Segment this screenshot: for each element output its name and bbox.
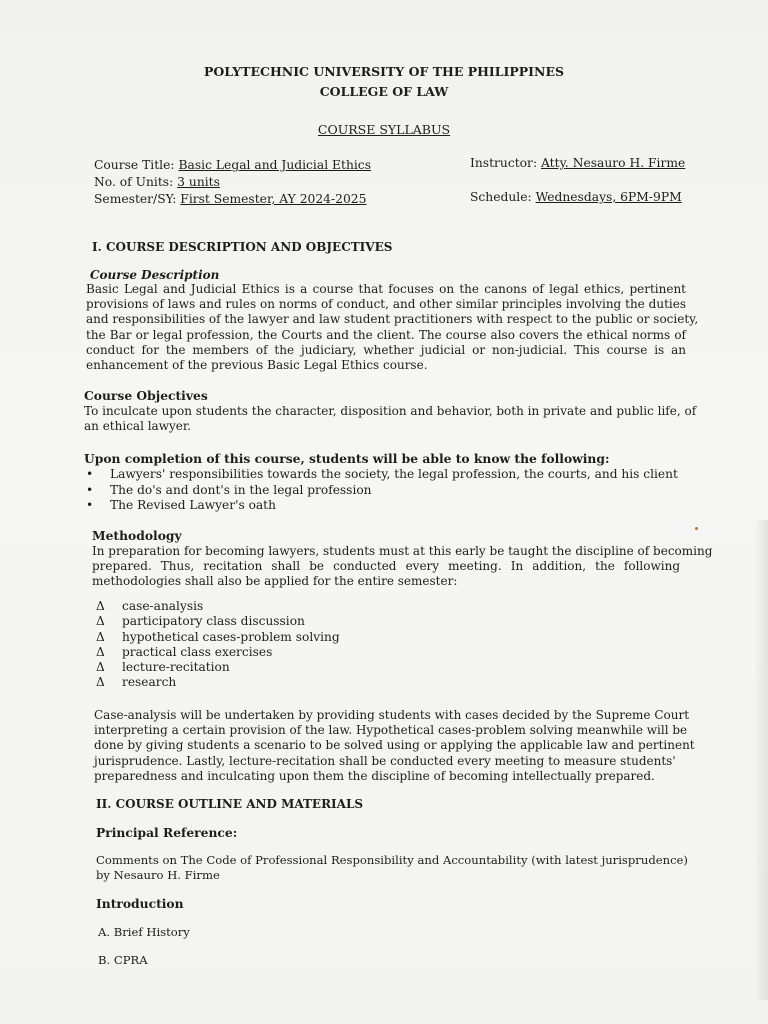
scan-shadow: [754, 520, 768, 1000]
bullet-icon: •: [86, 467, 94, 481]
section-1-heading: I. COURSE DESCRIPTION AND OBJECTIVES: [92, 240, 393, 254]
list-item-text: practical class exercises: [122, 644, 273, 659]
semester-label: Semester/SY:: [94, 192, 177, 206]
completion-heading: Upon completion of this course, students will be able to know the following:: [84, 451, 610, 466]
course-title-label: Course Title:: [94, 158, 175, 172]
description-line: the Bar or legal profession, the Courts and the client. The course also covers the ethical norms of: [86, 327, 686, 342]
methodology-text: [92, 544, 713, 590]
list-item-text: hypothetical cases-problem solving: [122, 629, 340, 644]
instructor-row: [470, 156, 685, 171]
list-item: [86, 498, 678, 514]
case-analysis-line: Case-analysis will be undertaken by providing students with cases decided by the Supreme Court: [94, 708, 690, 722]
schedule-label: Schedule:: [470, 190, 532, 204]
reference-line-1: Comments on The Code of Professional Responsibility and Accountability (with latest jurisprudence): [96, 853, 688, 867]
course-title-row: [94, 158, 371, 173]
schedule-row: [470, 190, 682, 205]
list-item: [96, 614, 340, 629]
units-row: [94, 175, 220, 190]
completion-list: [86, 467, 678, 514]
objectives-line: To inculcate upon students the character, disposition and behavior, both in private and public life, of: [84, 404, 697, 418]
list-item-text: research: [122, 675, 177, 690]
delta-icon: Δ: [96, 629, 105, 644]
bullet-icon: •: [86, 498, 94, 512]
case-analysis-line: preparedness and inculcating upon them the discipline of becoming intellectually prepared.: [94, 768, 655, 783]
instructor-value: Atty. Nesauro H. Firme: [541, 156, 686, 170]
introduction-heading: Introduction: [96, 896, 184, 911]
description-line: conduct for the members of the judiciary, whether judicial or non-judicial. This course is an: [86, 342, 686, 357]
list-item: [86, 483, 678, 499]
description-line: provisions of laws and rules on norms of conduct, and other similar principles involving the duties: [86, 297, 686, 312]
list-item-text: The Revised Lawyer's oath: [110, 498, 276, 512]
schedule-value: Wednesdays, 6PM-9PM: [535, 190, 682, 204]
semester-value: First Semester, AY 2024-2025: [180, 192, 367, 206]
course-title-value: Basic Legal and Judicial Ethics: [178, 158, 372, 172]
course-objectives-text: [84, 404, 697, 434]
units-value: 3 units: [177, 175, 220, 189]
intro-item: A. Brief History: [98, 925, 190, 939]
case-analysis-line: interpreting a certain provision of the law. Hypothetical cases-problem solving meanwhile will be: [94, 723, 688, 738]
section-2-heading: II. COURSE OUTLINE AND MATERIALS: [96, 797, 364, 811]
course-objectives-heading: Course Objectives: [84, 388, 208, 403]
list-item: [96, 599, 340, 614]
methodology-line: prepared. Thus, recitation shall be conducted every meeting. In addition, the following: [92, 559, 680, 574]
list-item-text: case-analysis: [122, 599, 204, 613]
list-item: [96, 645, 340, 660]
case-analysis-line: done by giving students a scenario to be solved using or applying the applicable law and pertinent: [94, 738, 695, 753]
list-item: [86, 467, 678, 483]
objectives-line: an ethical lawyer.: [84, 419, 192, 434]
description-line: enhancement of the previous Basic Legal Ethics course.: [86, 358, 428, 373]
methodology-list: [96, 599, 340, 691]
instructor-label: Instructor:: [470, 156, 538, 170]
case-analysis-text: [94, 708, 695, 784]
list-item-text: The do's and dont's in the legal profession: [110, 482, 372, 497]
college-name: COLLEGE OF LAW: [319, 84, 449, 99]
semester-row: [94, 192, 366, 207]
bullet-icon: •: [86, 482, 94, 497]
delta-icon: Δ: [96, 644, 105, 659]
list-item: [96, 630, 340, 645]
principal-reference-heading: Principal Reference:: [96, 825, 238, 840]
delta-icon: Δ: [96, 614, 105, 629]
delta-icon: Δ: [96, 599, 105, 613]
list-item-text: participatory class discussion: [122, 614, 305, 629]
methodology-heading: Methodology: [92, 528, 182, 543]
scan-speck: [695, 527, 698, 530]
methodology-line: methodologies shall also be applied for the entire semester:: [92, 574, 458, 589]
description-line: Basic Legal and Judicial Ethics is a course that focuses on the canons of legal ethics, pertinent: [86, 282, 686, 296]
description-line: and responsibilities of the lawyer and law student practitioners with respect to the public or society,: [86, 312, 699, 327]
units-label: No. of Units:: [94, 175, 174, 189]
delta-icon: Δ: [96, 660, 105, 675]
methodology-line: In preparation for becoming lawyers, students must at this early be taught the discipline of becoming: [92, 544, 713, 558]
course-description-heading: Course Description: [90, 268, 220, 282]
document-title: COURSE SYLLABUS: [317, 122, 451, 137]
list-item-text: lecture-recitation: [122, 660, 230, 675]
university-name: POLYTECHNIC UNIVERSITY OF THE PHILIPPINES: [203, 64, 565, 79]
case-analysis-line: jurisprudence. Lastly, lecture-recitation shall be conducted every meeting to measure students': [94, 753, 676, 768]
list-item: [96, 660, 340, 675]
intro-item: B. CPRA: [98, 953, 148, 967]
list-item-text: Lawyers' responsibilities towards the society, the legal profession, the courts, and his client: [110, 467, 678, 481]
course-description-text: [86, 282, 699, 373]
reference-line-2: by Nesauro H. Firme: [96, 868, 220, 882]
list-item: [96, 675, 340, 690]
delta-icon: Δ: [96, 675, 105, 690]
